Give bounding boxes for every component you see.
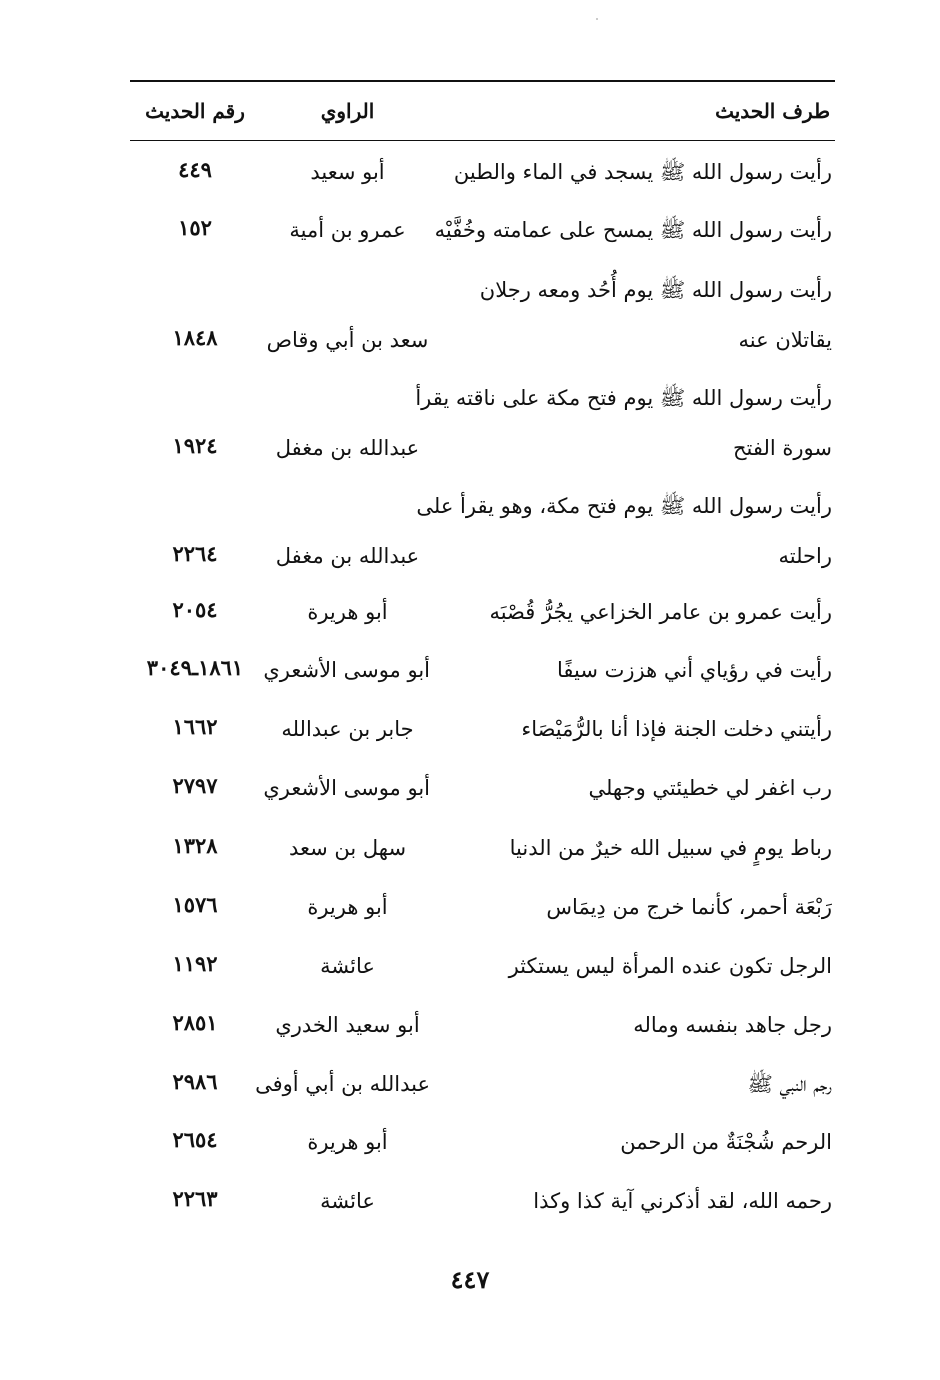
hadith-narrator: عمرو بن أمية — [289, 218, 406, 242]
hadith-narrator: أبو موسى الأشعري — [263, 658, 430, 682]
hadith-number: ١١٩٢ — [172, 951, 218, 976]
hadith-narrator: سعد بن أبي وقاص — [266, 328, 429, 352]
hadith-narrator: عائشة — [320, 954, 375, 978]
header-hadith-number: رقم الحديث — [145, 99, 245, 123]
hadith-text: رأيت في رؤياي أني هززت سيفًا — [556, 658, 832, 682]
hadith-number: ٢٢٦٤ — [172, 541, 218, 566]
hadith-text: رأيت رسول الله ﷺ يوم فتح مكة، وهو يقرأ على — [416, 494, 832, 518]
hadith-number: ٢٦٥٤ — [172, 1127, 218, 1152]
hadith-number: ١٣٢٨ — [172, 833, 218, 858]
hadith-text: رحمه الله، لقد أذكرني آية كذا وكذا — [533, 1189, 832, 1213]
hadith-text: رأيت رسول الله ﷺ يوم أُحُد ومعه رجلان — [479, 278, 832, 302]
hadith-narrator: أبو سعيد — [310, 160, 385, 184]
hadith-number: ١٨٦١ـ٣٠٤٩ — [146, 655, 244, 680]
hadith-narrator: أبو هريرة — [307, 1130, 388, 1154]
hadith-text: رجل جاهد بنفسه وماله — [633, 1013, 832, 1037]
hadith-text: رباط يومٍ في سبيل الله خيرٌ من الدنيا — [509, 836, 832, 860]
hadith-text-continuation: سورة الفتح — [732, 436, 832, 460]
hadith-number: ٢٧٩٧ — [172, 773, 218, 798]
hadith-text: رَبْعَة أحمر، كأنما خرج من دِيمَاس — [546, 895, 832, 919]
hadith-narrator: أبو موسى الأشعري — [263, 776, 430, 800]
hadith-text: رب اغفر لي خطيئتي وجهلي — [588, 776, 832, 800]
page-speck — [596, 18, 598, 20]
hadith-narrator: عبدالله بن أبي أوفى — [255, 1072, 430, 1096]
hadith-number: ١٦٦٢ — [172, 714, 218, 739]
hadith-text: رأيتني دخلت الجنة فإذا أنا بالرُّمَيْصَاء — [521, 717, 832, 741]
hadith-narrator: عبدالله بن مغفل — [275, 544, 420, 568]
top-rule — [130, 80, 835, 82]
header-rule — [130, 140, 835, 141]
hadith-number: ١٩٢٤ — [172, 433, 218, 458]
header-hadith-text: طرف الحديث — [715, 99, 830, 123]
hadith-text: رجم النبي ﷺ — [747, 1072, 832, 1096]
hadith-number: ١٥٢ — [178, 215, 212, 240]
hadith-number: ٢٢٦٣ — [172, 1186, 218, 1211]
hadith-text: الرحم شُجْنَةٌ من الرحمن — [620, 1130, 832, 1154]
hadith-number: ١٥٧٦ — [172, 892, 218, 917]
hadith-narrator: أبو سعيد الخدري — [275, 1013, 420, 1037]
hadith-number: ٤٤٩ — [178, 157, 212, 182]
hadith-narrator: أبو هريرة — [307, 895, 388, 919]
hadith-narrator: عائشة — [320, 1189, 375, 1213]
hadith-number: ٢٩٨٦ — [172, 1069, 218, 1094]
hadith-narrator: سهل بن سعد — [288, 836, 407, 860]
hadith-text-continuation: يقاتلان عنه — [738, 328, 832, 352]
hadith-text: رأيت رسول الله ﷺ يسجد في الماء والطين — [453, 160, 832, 184]
hadith-text: رأيت عمرو بن عامر الخزاعي يجُرُّ قُصْبَه — [489, 600, 832, 624]
hadith-text-continuation: راحلته — [778, 544, 832, 568]
hadith-text: رأيت رسول الله ﷺ يوم فتح مكة على ناقته يقرأ — [415, 386, 832, 410]
hadith-number: ٢٠٥٤ — [172, 597, 218, 622]
hadith-narrator: جابر بن عبدالله — [281, 717, 414, 741]
hadith-text: الرجل تكون عنده المرأة ليس يستكثر — [508, 954, 832, 978]
page-number: ٤٤٧ — [450, 1265, 490, 1294]
hadith-text: رأيت رسول الله ﷺ يمسح على عمامته وخُفَّيْه — [434, 218, 832, 242]
hadith-number: ١٨٤٨ — [172, 325, 218, 350]
hadith-number: ٢٨٥١ — [172, 1010, 218, 1035]
hadith-narrator: عبدالله بن مغفل — [275, 436, 420, 460]
hadith-narrator: أبو هريرة — [307, 600, 388, 624]
header-narrator: الراوي — [320, 99, 375, 123]
